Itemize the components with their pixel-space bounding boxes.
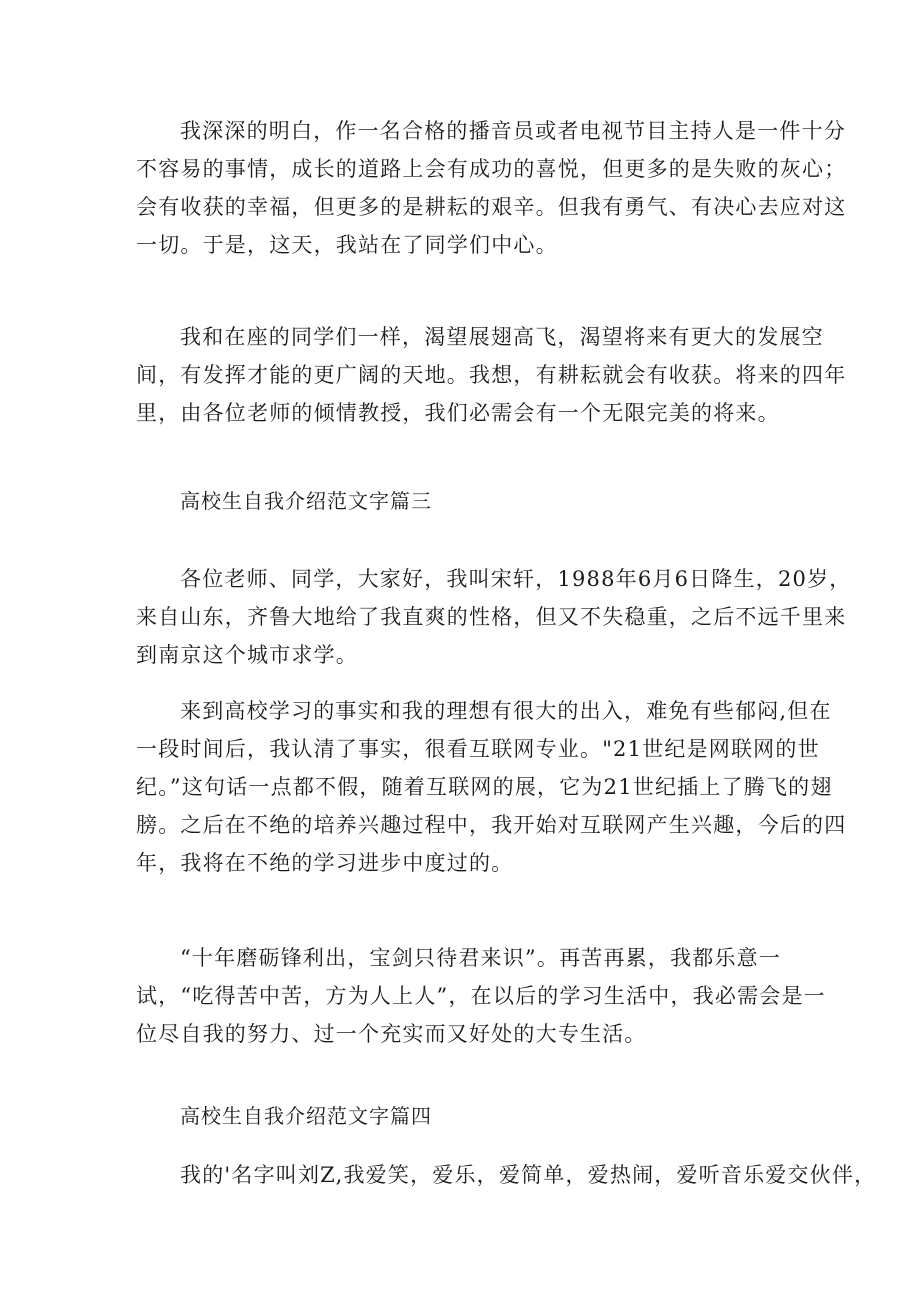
paragraph-aspiration	[136, 318, 847, 432]
text-line: 我深深的明白，作一名合格的播音员或者电视节目主持人是一件十分	[180, 119, 846, 143]
paragraph-motto	[136, 939, 826, 1053]
text-line: “十年磨砺锋利出，宝剑只待君来识”。再苦再累，我都乐意一	[180, 946, 782, 970]
text-line: 纪。”这句话一点都不假，随着互联网的展，它为21世纪插上了腾飞的翅	[136, 775, 833, 799]
paragraph-internet-major	[136, 692, 847, 882]
section-heading-4: 高校生自我介绍范文字篇四	[180, 1104, 432, 1128]
text-line: 会有收获的幸福，但更多的是耕耘的艰辛。但我有勇气、有决心去应对这	[136, 195, 847, 219]
text-line: 位尽自我的努力、过一个充实而又好处的大专生活。	[136, 1022, 647, 1046]
text-line: 一切。于是，这天，我站在了同学们中心。	[136, 233, 558, 257]
text-line: 试，“吃得苦中苦，方为人上人”，在以后的学习生活中，我必需会是一	[136, 984, 826, 1008]
section-heading-3: 高校生自我介绍范文字篇三	[180, 489, 432, 513]
text-line: 间，有发挥才能的更广阔的天地。我想，有耕耘就会有收获。将来的四年	[136, 363, 847, 387]
text-line: 来到高校学习的事实和我的理想有很大的出入，难免有些郁闷,但在	[180, 699, 832, 723]
text-line: 到南京这个城市求学。	[136, 643, 358, 667]
text-line: 膀。之后在不绝的培养兴趣过程中，我开始对互联网产生兴趣，今后的四	[136, 813, 847, 837]
paragraph-song-xuan-intro	[136, 560, 852, 674]
text-line: 里，由各位老师的倾情教授，我们必需会有一个无限完美的将来。	[136, 401, 780, 425]
text-line: 不容易的事情，成长的道路上会有成功的喜悦，但更多的是失败的灰心；	[136, 157, 847, 181]
text-line: 一段时间后，我认清了事实，很看互联网专业。"21世纪是网联网的世	[136, 737, 820, 761]
text-line: 年，我将在不绝的学习进步中度过的。	[136, 851, 514, 875]
text-line: 我和在座的同学们一样，渴望展翅高飞，渴望将来有更大的发展空	[180, 325, 824, 349]
text-line: 各位老师、同学，大家好，我叫宋轩，1988年6月6日降生，20岁，	[180, 567, 852, 591]
text-line: 我的'名字叫刘Z,我爱笑，爱乐，爱简单，爱热闹，爱听音乐爱交伙伴，	[180, 1163, 877, 1187]
paragraph-broadcaster-resolve	[136, 112, 847, 264]
paragraph-liu-intro	[136, 1156, 877, 1194]
text-line: 来自山东，齐鲁大地给了我直爽的性格，但又不失稳重，之后不远千里来	[136, 605, 847, 629]
